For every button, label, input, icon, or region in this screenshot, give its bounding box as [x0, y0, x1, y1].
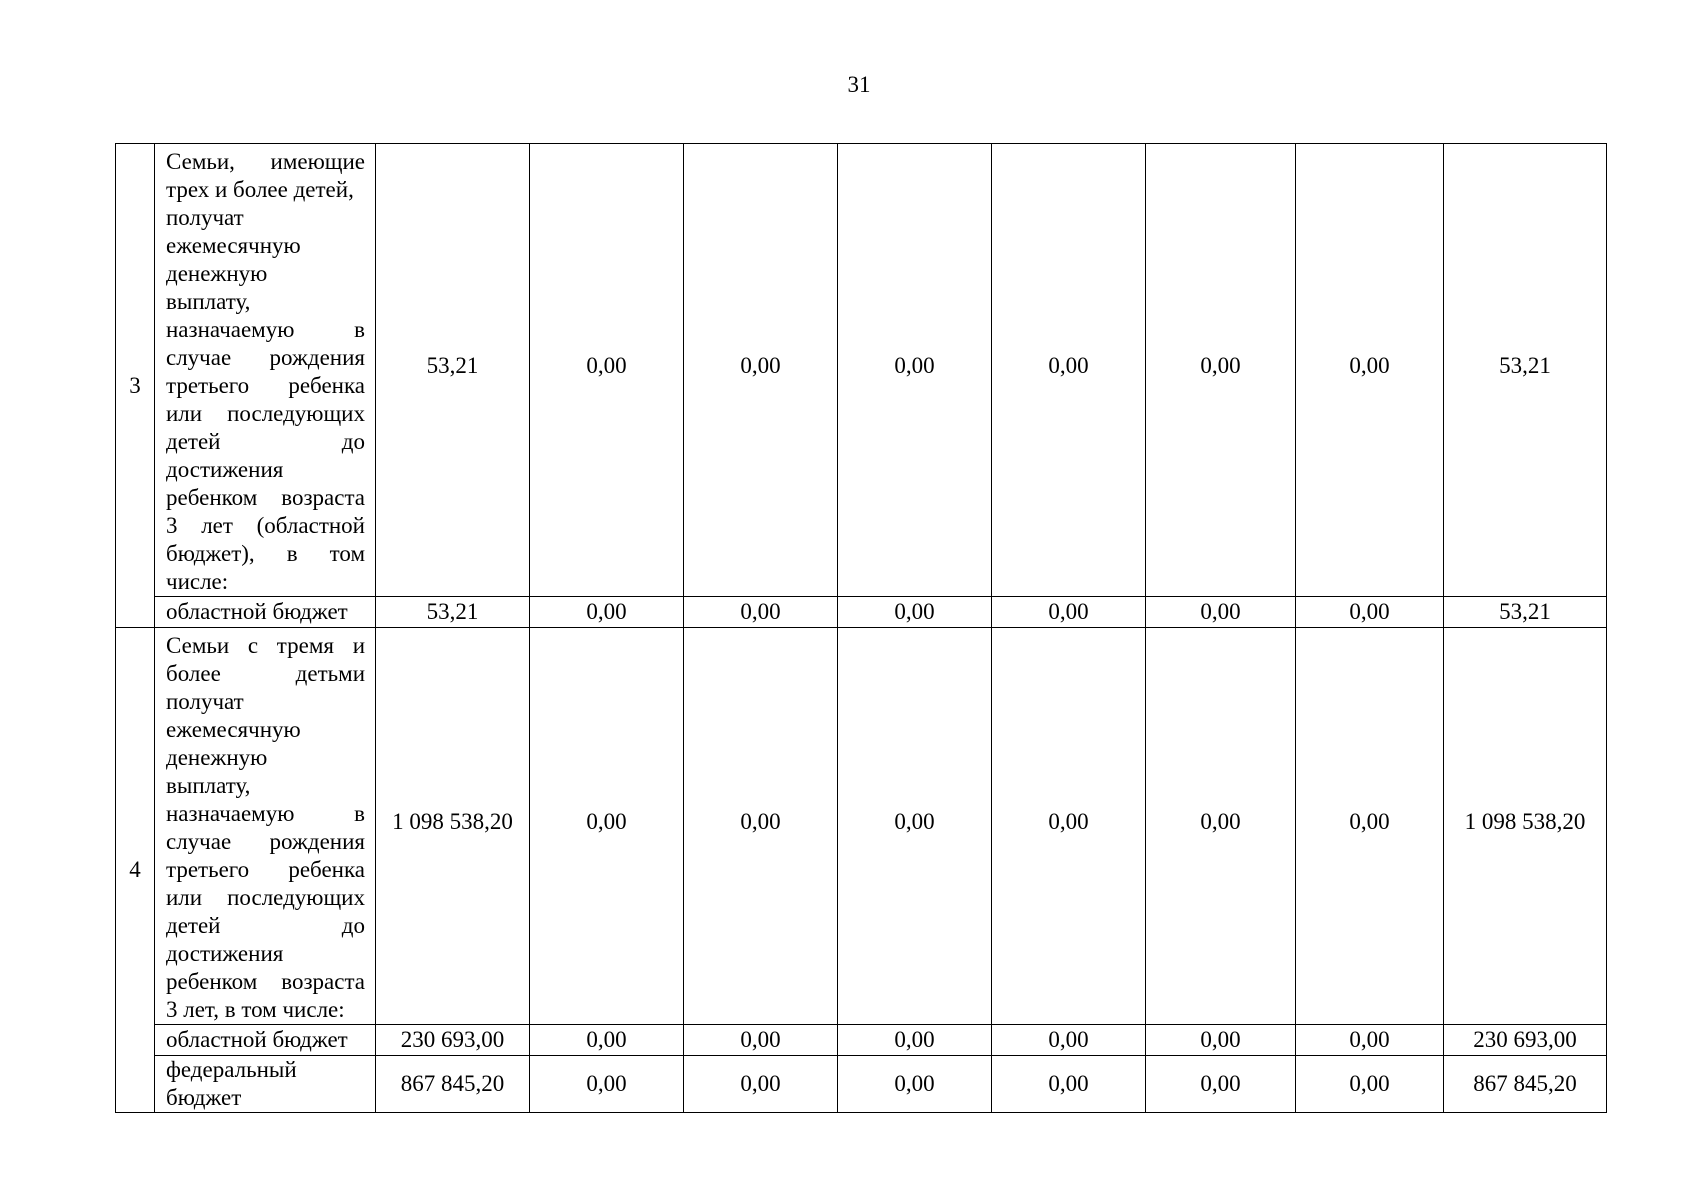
budget-table [115, 143, 1607, 1113]
value-cell: 0,00 [992, 597, 1146, 628]
value-cell: 0,00 [1296, 1025, 1444, 1056]
description-line: ребенком возраста [166, 969, 365, 994]
description-line: детей до [166, 429, 365, 454]
description-line: ежемесячную [166, 233, 301, 258]
description-line: достижения [166, 941, 284, 966]
funding-source-label-line: федеральный [166, 1057, 297, 1082]
funding-source-label: областной бюджет [155, 1025, 376, 1056]
value-cell: 0,00 [684, 1025, 838, 1056]
value-cell: 0,00 [992, 1056, 1146, 1113]
description-line: ежемесячную [166, 717, 301, 742]
value-cell: 230 693,00 [376, 1025, 530, 1056]
value-cell: 0,00 [992, 628, 1146, 1025]
value-cell: 0,00 [1146, 1025, 1296, 1056]
value-cell: 0,00 [1296, 628, 1444, 1025]
value-cell: 1 098 538,20 [376, 628, 530, 1025]
value-cell: 53,21 [1444, 144, 1607, 597]
description-line: денежную [166, 261, 268, 286]
description-line: 3 лет (областной [166, 513, 365, 538]
value-cell: 0,00 [1146, 628, 1296, 1025]
description-line: выплату, [166, 773, 251, 798]
description-line: детей до [166, 913, 365, 938]
value-cell: 0,00 [838, 144, 992, 597]
funding-source-label-line: бюджет [166, 1085, 242, 1110]
value-cell: 0,00 [1296, 597, 1444, 628]
value-cell: 0,00 [684, 628, 838, 1025]
value-cell: 0,00 [838, 628, 992, 1025]
description-line: или последующих [166, 885, 365, 910]
funding-source-label [155, 1056, 376, 1113]
value-cell: 0,00 [992, 144, 1146, 597]
description-line: случае рождения [166, 829, 365, 854]
description-line: получат [166, 205, 244, 230]
value-cell: 0,00 [838, 597, 992, 628]
value-cell: 0,00 [1296, 1056, 1444, 1113]
description-line: ребенком возраста [166, 485, 365, 510]
description-line: бюджет), в том [166, 541, 365, 566]
row-index: 3 [116, 144, 155, 628]
description-line: или последующих [166, 401, 365, 426]
table-row [116, 628, 1607, 1025]
description-line: случае рождения [166, 345, 365, 370]
description-line: трех и более детей, [166, 177, 354, 202]
value-cell: 53,21 [376, 144, 530, 597]
description-line: назначаемую в [166, 317, 365, 342]
value-cell: 0,00 [1146, 1056, 1296, 1113]
value-cell: 0,00 [1296, 144, 1444, 597]
description-line: 3 лет, в том числе: [166, 997, 345, 1022]
table-row [116, 1025, 1607, 1056]
table-row [116, 597, 1607, 628]
value-cell: 0,00 [684, 597, 838, 628]
table-row [116, 1056, 1607, 1113]
description-line: денежную [166, 745, 268, 770]
description-line: числе: [166, 569, 229, 594]
funding-source-label: областной бюджет [155, 597, 376, 628]
value-cell: 0,00 [530, 144, 684, 597]
value-cell: 867 845,20 [1444, 1056, 1607, 1113]
value-cell: 0,00 [1146, 144, 1296, 597]
description-line: третьего ребенка [166, 857, 365, 882]
description-line: получат [166, 689, 244, 714]
value-cell: 1 098 538,20 [1444, 628, 1607, 1025]
description-line: Семьи, имеющие [166, 149, 365, 174]
value-cell: 0,00 [838, 1025, 992, 1056]
value-cell: 0,00 [838, 1056, 992, 1113]
description-line: третьего ребенка [166, 373, 365, 398]
value-cell: 0,00 [530, 1056, 684, 1113]
value-cell: 0,00 [684, 1056, 838, 1113]
value-cell: 53,21 [376, 597, 530, 628]
table-row [116, 144, 1607, 597]
value-cell: 0,00 [1146, 597, 1296, 628]
value-cell: 0,00 [684, 144, 838, 597]
value-cell: 230 693,00 [1444, 1025, 1607, 1056]
value-cell: 0,00 [530, 597, 684, 628]
page-number: 31 [847, 72, 871, 97]
row-index: 4 [116, 628, 155, 1113]
description-line: выплату, [166, 289, 251, 314]
description-line: Семьи с тремя и [166, 633, 365, 658]
row-description [155, 628, 376, 1025]
value-cell: 53,21 [1444, 597, 1607, 628]
value-cell: 0,00 [530, 628, 684, 1025]
row-description [155, 144, 376, 597]
description-line: назначаемую в [166, 801, 365, 826]
description-line: достижения [166, 457, 284, 482]
value-cell: 0,00 [530, 1025, 684, 1056]
value-cell: 867 845,20 [376, 1056, 530, 1113]
description-line: более детьми [166, 661, 365, 686]
value-cell: 0,00 [992, 1025, 1146, 1056]
